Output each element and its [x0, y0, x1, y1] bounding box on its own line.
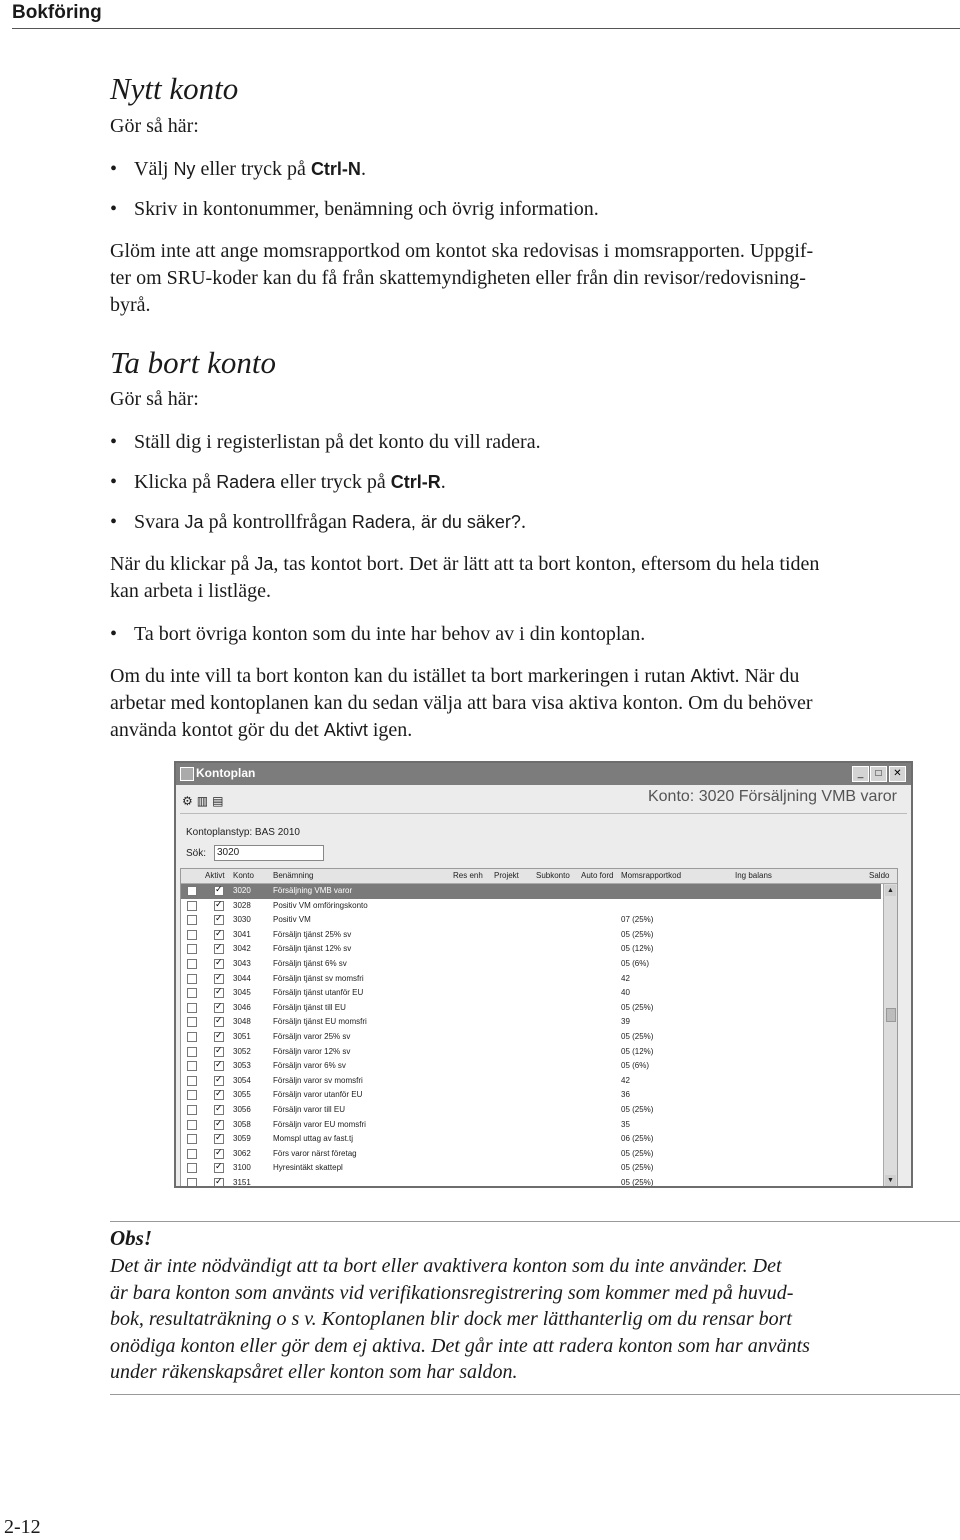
konto-cell: 3020	[233, 886, 251, 895]
row-select-checkbox[interactable]	[187, 1134, 197, 1144]
row-select-checkbox[interactable]	[187, 959, 197, 969]
benamning-cell: Försäljn varor 6% sv	[273, 1061, 346, 1071]
table-row[interactable]	[181, 1030, 881, 1045]
aktivt-checkbox[interactable]	[214, 988, 224, 998]
benamning-cell: Försäljn varor 12% sv	[273, 1046, 351, 1056]
momsrapportkod-cell: 36	[621, 1090, 630, 1100]
aktivt-checkbox[interactable]	[214, 1061, 224, 1071]
toolbar-settings-icon[interactable]: ⚙	[182, 794, 197, 808]
tabort-bullet-4: • Ta bort övriga konton som du inte har behov av i din kontoplan.	[110, 623, 646, 645]
momsrapportkod-cell: 05 (6%)	[621, 1061, 650, 1071]
konto-cell: 3151	[233, 1178, 251, 1187]
scroll-thumb[interactable]	[886, 1008, 896, 1022]
aktivt-checkbox[interactable]	[214, 930, 224, 940]
table-row[interactable]	[181, 957, 881, 972]
window-app-icon	[180, 767, 194, 781]
table-row[interactable]	[181, 1001, 881, 1016]
row-select-checkbox[interactable]	[187, 915, 197, 925]
benamning-cell: Försäljn varor till EU	[273, 1105, 346, 1114]
header-rule	[12, 28, 960, 29]
konto-cell: 3042	[233, 944, 251, 954]
momsrapportkod-cell: 05 (25%)	[621, 1032, 654, 1041]
row-select-checkbox[interactable]	[187, 1149, 197, 1159]
column-header[interactable]: Momsrapportkod	[621, 871, 682, 880]
column-header[interactable]: Ing balans	[735, 871, 772, 880]
konto-cell: 3048	[233, 1017, 251, 1027]
grid-header	[181, 869, 897, 884]
tabort-paragraph-2: Om du inte vill ta bort konton kan du istället ta bort markeringen i rutan Aktivt. När du arbetar med kontoplanen kan du sedan välja att bara visa aktiva konton. Om du behöver använda kontot gör du det Aktivt igen.	[110, 665, 813, 741]
aktivt-checkbox[interactable]	[214, 1032, 224, 1042]
konto-cell: 3053	[233, 1061, 251, 1071]
momsrapportkod-cell: 05 (25%)	[621, 1178, 654, 1187]
benamning-cell: Förs varor närst företag	[273, 1148, 357, 1158]
nytt-bullet-1: • Välj Ny eller tryck på Ctrl-N.	[110, 158, 366, 180]
momsrapportkod-cell: 05 (25%)	[621, 1148, 654, 1158]
aktivt-checkbox[interactable]	[214, 1047, 224, 1057]
search-input[interactable]: 3020	[214, 845, 324, 861]
column-header[interactable]: Benämning	[273, 871, 314, 880]
table-row[interactable]	[181, 1015, 881, 1030]
close-button[interactable]: ✕	[889, 766, 906, 782]
column-header[interactable]: Auto ford	[581, 871, 614, 880]
benamning-cell: Försäljn tjänst sv momsfri	[273, 973, 364, 983]
konto-cell: 3051	[233, 1032, 251, 1041]
table-row[interactable]	[181, 986, 881, 1001]
aktivt-checkbox[interactable]	[214, 974, 224, 984]
aktivt-checkbox[interactable]	[214, 1134, 224, 1144]
benamning-cell: Hyresintäkt skattepl	[273, 1163, 343, 1173]
row-select-checkbox[interactable]	[187, 1163, 197, 1173]
aktivt-checkbox[interactable]	[214, 959, 224, 969]
benamning-cell: Försäljn tjänst EU momsfri	[273, 1017, 367, 1027]
aktivt-checkbox[interactable]	[214, 1003, 224, 1013]
window-title: Kontoplan	[196, 766, 256, 780]
table-row[interactable]	[181, 1074, 881, 1089]
benamning-cell: Försäljn tjänst till EU	[273, 1002, 346, 1012]
kontoplanstyp-label: Kontoplanstyp: BAS 2010	[186, 827, 300, 838]
table-row[interactable]	[181, 1059, 881, 1074]
konto-cell: 3044	[233, 973, 251, 983]
benamning-cell: Försäljn tjänst 12% sv	[273, 944, 352, 954]
toolbar-book-icon[interactable]: ▥	[196, 794, 213, 808]
row-select-checkbox[interactable]	[187, 1178, 197, 1188]
konto-cell: 3055	[233, 1090, 251, 1100]
momsrapportkod-cell: 05 (25%)	[621, 1002, 654, 1012]
benamning-cell: Försäljn tjänst 25% sv	[273, 929, 352, 939]
window-titlebar	[176, 763, 911, 785]
nytt-paragraph: Glöm inte att ange momsrapportkod om kontot ska redovisas i momsrapporten. Uppgif- ter om SRU-koder kan du få från skattemyndigheten eller från din revisor/redovisning- byrå.	[110, 240, 814, 316]
momsrapportkod-cell: 05 (12%)	[621, 1046, 654, 1056]
row-select-checkbox[interactable]	[187, 1017, 197, 1027]
table-row[interactable]	[181, 1176, 881, 1188]
section-title-nytt-konto: Nytt konto	[110, 71, 239, 106]
momsrapportkod-cell: 39	[621, 1017, 630, 1027]
benamning-cell: Försäljn varor utanför EU	[273, 1090, 363, 1100]
column-header[interactable]: Projekt	[494, 871, 519, 880]
benamning-cell: Försäljn tjänst utanför EU	[273, 988, 364, 998]
aktivt-checkbox[interactable]	[214, 1149, 224, 1159]
aktivt-checkbox[interactable]	[214, 1178, 224, 1188]
nytt-intro: Gör så här:	[110, 115, 199, 137]
konto-cell: 3043	[233, 959, 251, 968]
table-row[interactable]	[181, 884, 881, 899]
momsrapportkod-cell: 42	[621, 973, 630, 983]
benamning-cell: Momspl uttag av fast.tj	[273, 1134, 354, 1144]
konto-cell: 3046	[233, 1002, 251, 1012]
momsrapportkod-cell: 07 (25%)	[621, 915, 654, 925]
momsrapportkod-cell: 40	[621, 988, 630, 998]
konto-cell: 3056	[233, 1105, 251, 1114]
konto-cell: 3041	[233, 929, 251, 939]
table-row[interactable]	[181, 1088, 881, 1103]
kontoplan-window	[174, 761, 913, 1188]
table-row[interactable]	[181, 1103, 881, 1118]
maximize-button[interactable]: □	[870, 766, 887, 782]
row-select-checkbox[interactable]	[187, 886, 197, 896]
table-row[interactable]	[181, 899, 881, 914]
momsrapportkod-cell: 05 (25%)	[621, 929, 654, 939]
obs-text: Det är inte nödvändigt att ta bort eller avaktivera konton som du inte använder. Det är bara konton som använts vid verifikationsregistrering som kommer med på huvud- bok, resultaträkning o s v. Kontoplanen blir dock mer lätthanterlig om du rensar bort onödiga konton eller gör dem ej aktiva. Det går inte att radera konton som har använts under räkenskapsåret eller konton som har saldon.	[110, 1255, 810, 1383]
row-select-checkbox[interactable]	[187, 930, 197, 940]
row-select-checkbox[interactable]	[187, 988, 197, 998]
table-row[interactable]	[181, 942, 881, 957]
row-select-checkbox[interactable]	[187, 974, 197, 984]
row-select-checkbox[interactable]	[187, 901, 197, 911]
column-header[interactable]: Aktivt	[205, 871, 225, 880]
column-header[interactable]: Konto	[233, 871, 254, 880]
benamning-cell: Positiv VM omföringskonto	[273, 900, 368, 910]
benamning-cell: Försäljn varor EU momsfri	[273, 1119, 366, 1129]
konto-cell: 3030	[233, 915, 251, 925]
aktivt-checkbox[interactable]	[214, 1105, 224, 1115]
konto-header: Konto: 3020 Försäljning VMB varor	[647, 788, 897, 805]
scroll-up-icon[interactable]: ▲	[885, 885, 896, 896]
aktivt-checkbox[interactable]	[214, 1163, 224, 1173]
tabort-paragraph-1: När du klickar på Ja, tas kontot bort. Det är lätt att ta bort konton, eftersom du hela tiden kan arbeta i listläge.	[110, 553, 820, 602]
benamning-cell: Positiv VM	[273, 915, 311, 925]
konto-cell: 3059	[233, 1134, 251, 1144]
table-row[interactable]	[181, 1045, 881, 1060]
benamning-cell: Försäljn varor 25% sv	[273, 1032, 351, 1041]
momsrapportkod-cell: 35	[621, 1119, 630, 1129]
momsrapportkod-cell: 05 (25%)	[621, 1163, 654, 1173]
running-header: Bokföring	[12, 2, 102, 23]
momsrapportkod-cell: 06 (25%)	[621, 1134, 654, 1144]
row-select-checkbox[interactable]	[187, 1047, 197, 1057]
row-select-checkbox[interactable]	[187, 1003, 197, 1013]
tabort-intro: Gör så här:	[110, 388, 199, 410]
konto-cell: 3028	[233, 900, 251, 910]
konto-cell: 3045	[233, 988, 251, 998]
benamning-cell: Försäljn varor sv momsfri	[273, 1075, 363, 1085]
search-label: Sök:	[186, 848, 207, 859]
table-row[interactable]	[181, 1147, 881, 1162]
obs-rule-bottom	[110, 1394, 960, 1395]
aktivt-checkbox[interactable]	[214, 886, 224, 896]
column-header[interactable]: Subkonto	[536, 871, 570, 880]
aktivt-checkbox[interactable]	[214, 1076, 224, 1086]
row-select-checkbox[interactable]	[187, 1090, 197, 1100]
aktivt-checkbox[interactable]	[214, 944, 224, 954]
page-number: 2-12	[4, 1516, 41, 1538]
konto-cell: 3058	[233, 1119, 251, 1129]
table-row[interactable]	[181, 1161, 881, 1176]
row-select-checkbox[interactable]	[187, 1105, 197, 1115]
account-grid	[180, 868, 898, 1188]
row-select-checkbox[interactable]	[187, 1061, 197, 1071]
momsrapportkod-cell: 42	[621, 1075, 630, 1085]
momsrapportkod-cell: 05 (6%)	[621, 959, 650, 968]
obs-title: Obs!	[110, 1226, 153, 1250]
table-row[interactable]	[181, 1132, 881, 1147]
column-header[interactable]: Res enh	[453, 871, 483, 880]
section-title-ta-bort-konto: Ta bort konto	[110, 345, 276, 380]
konto-cell: 3052	[233, 1046, 251, 1056]
row-select-checkbox[interactable]	[187, 944, 197, 954]
obs-rule-top	[110, 1221, 960, 1222]
tabort-bullet-1: • Ställ dig i registerlistan på det konto du vill radera.	[110, 431, 541, 453]
table-row[interactable]	[181, 928, 881, 943]
table-row[interactable]	[181, 1118, 881, 1133]
aktivt-checkbox[interactable]	[214, 1090, 224, 1100]
aktivt-checkbox[interactable]	[214, 901, 224, 911]
tabort-bullet-2: • Klicka på Radera eller tryck på Ctrl-R.	[110, 471, 446, 493]
aktivt-checkbox[interactable]	[214, 1017, 224, 1027]
divider	[180, 813, 907, 814]
nytt-bullet-2: • Skriv in kontonummer, benämning och övrig information.	[110, 198, 599, 220]
momsrapportkod-cell: 05 (25%)	[621, 1105, 654, 1114]
minimize-button[interactable]: _	[852, 766, 869, 782]
table-row[interactable]	[181, 972, 881, 987]
aktivt-checkbox[interactable]	[214, 915, 224, 925]
benamning-cell: Försäljn tjänst 6% sv	[273, 959, 347, 968]
row-select-checkbox[interactable]	[187, 1032, 197, 1042]
momsrapportkod-cell: 05 (12%)	[621, 944, 654, 954]
vertical-scrollbar[interactable]	[883, 884, 897, 1187]
row-select-checkbox[interactable]	[187, 1120, 197, 1130]
scroll-down-icon[interactable]: ▼	[885, 1175, 896, 1186]
konto-cell: 3100	[233, 1163, 251, 1173]
toolbar-report-icon[interactable]: ▤	[212, 794, 228, 808]
table-row[interactable]	[181, 913, 881, 928]
aktivt-checkbox[interactable]	[214, 1120, 224, 1130]
row-select-checkbox[interactable]	[187, 1076, 197, 1086]
toolbar	[182, 794, 227, 808]
tabort-bullet-3: • Svara Ja på kontrollfrågan Radera, är du säker?.	[110, 511, 526, 533]
column-header[interactable]: Saldo	[869, 871, 890, 880]
konto-cell: 3062	[233, 1148, 251, 1158]
benamning-cell: Försäljning VMB varor	[273, 886, 353, 895]
konto-cell: 3054	[233, 1075, 251, 1085]
